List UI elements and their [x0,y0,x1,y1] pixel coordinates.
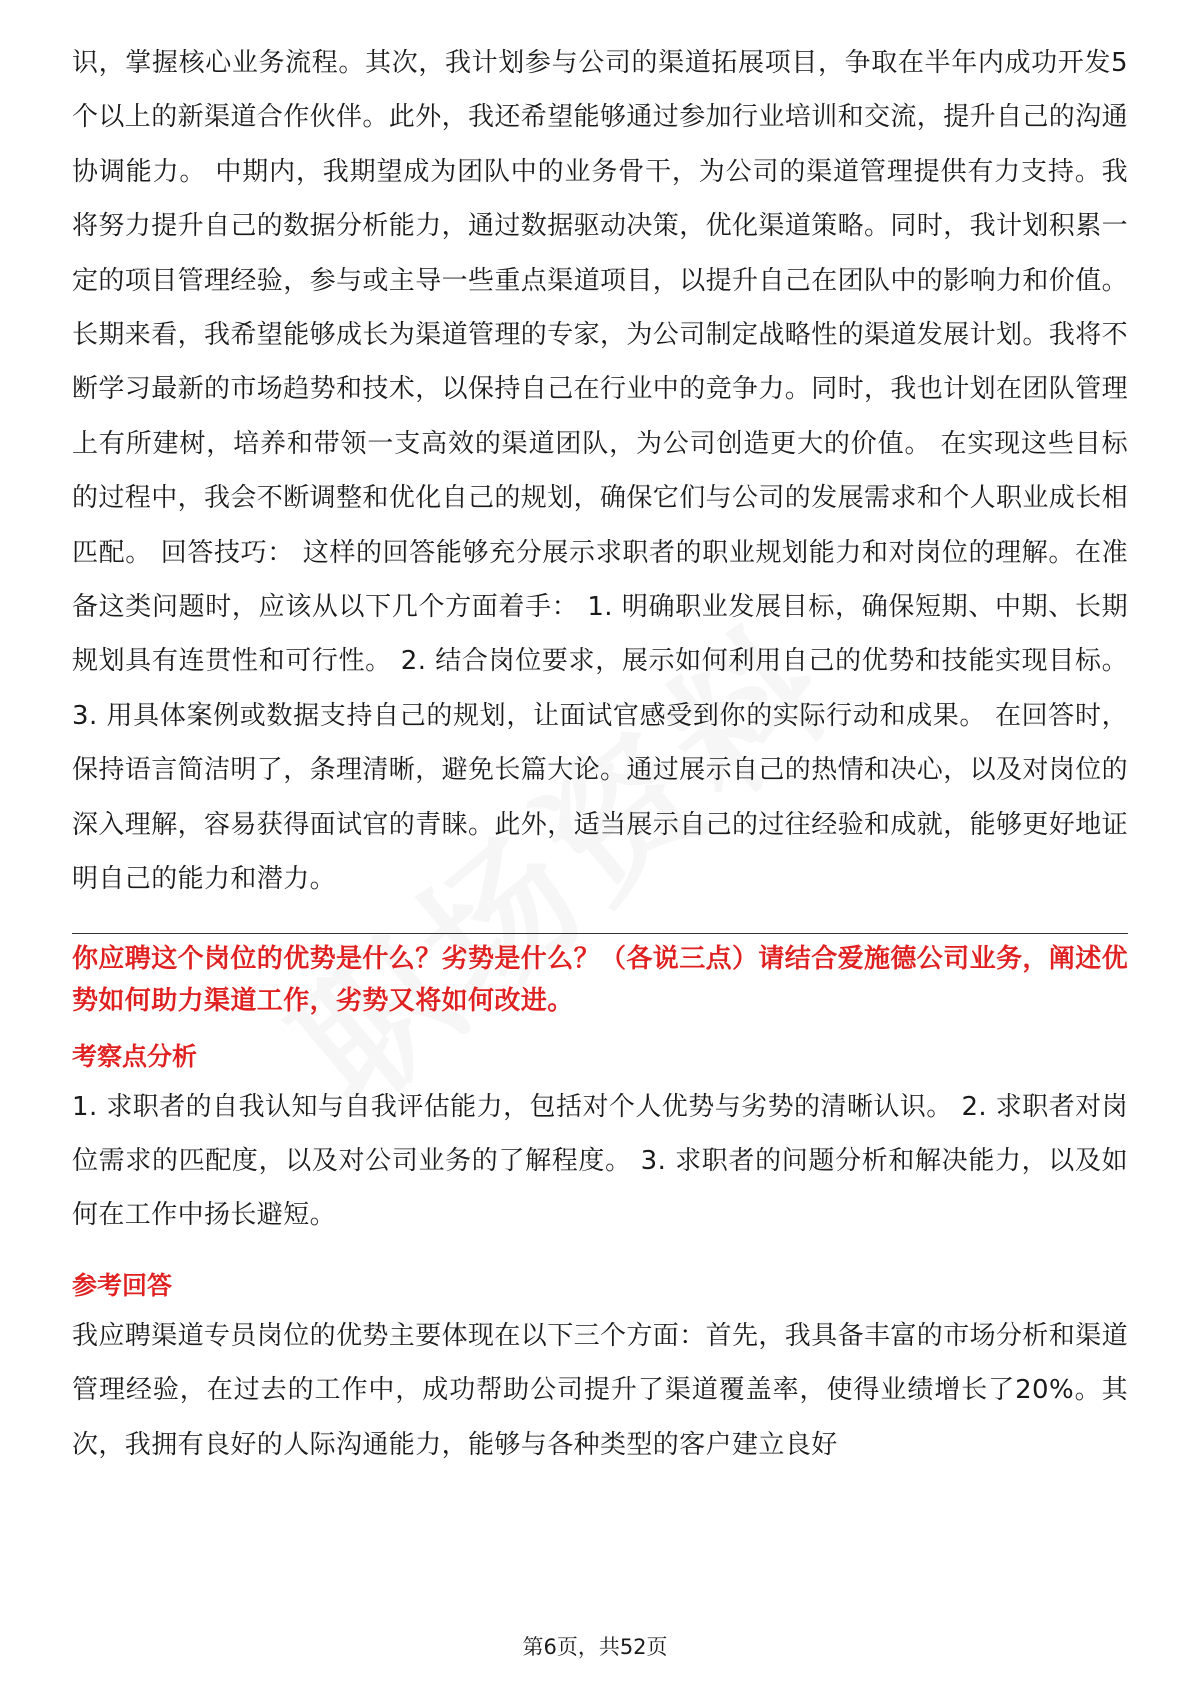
reference-paragraph: 我应聘渠道专员岗位的优势主要体现在以下三个方面：首先，我具备丰富的市场分析和渠道管理经验，在过去的工作中，成功帮助公司提升了渠道覆盖率，使得业绩增长了20%。其次，我拥有良好的人际沟通能力，能够与各种类型的客户建立良好 [72,1320,1129,1460]
reference-heading: 参考回答 [72,1270,173,1300]
analysis-heading: 考察点分析 [72,1041,198,1071]
body-paragraph: 识，掌握核心业务流程。其次，我计划参与公司的渠道拓展项目，争取在半年内成功开发5个以上的新渠道合作伙伴。此外，我还希望能够通过参加行业培训和交流，提升自己的沟通协调能力。 中期内，我期望成为团队中的业务骨干，为公司的渠道管理提供有力支持。我将努力提升自己的数据分析能力，通过数据驱动决策，优化渠道策略。同时，我计划积累一定的项目管理经验，参与或主导一些重点渠道项目，以提升自己在团队中的影响力和价值。 长期来看，我希望能够成长为渠道管理的专家，为公司制定战略性的渠道发展计划。我将不断学习最新的市场趋势和技术，以保持自己在行业中的竞争力。同时，我也计划在团队管理上有所建树，培养和带领一支高效的渠道团队，为公司创造更大的价值。 在实现这些目标的过程中，我会不断调整和优化自己的规划，确保它们与公司的发展需求和个人职业成长相匹配。 回答技巧： 这样的回答能够充分展示求职者的职业规划能力和对岗位的理解。在准备这类问题时，应该从以下几个方面着手： 1. 明确职业发展目标，确保短期、中期、长期规划具有连贯性和可行性。 2. 结合岗位要求，展示如何利用自己的优势和技能实现目标。 3. 用具体案例或数据支持自己的规划，让面试官感受到你的实际行动和成果。 在回答时，保持语言简洁明了，条理清晰，避免长篇大论。通过展示自己的热情和决心，以及对岗位的深入理解，容易获得面试官的青睐。此外，适当展示自己的过往经验和成就，能够更好地证明自己的能力和潜力。 [72,48,1129,895]
question-title: 你应聘这个岗位的优势是什么？劣势是什么？（各说三点）请结合爱施德公司业务，阐述优势如何助力渠道工作，劣势又将如何改进。 [72,943,1129,1016]
document-page [72,36,1128,1472]
section-divider [72,933,1128,934]
page-number: 第6页，共52页 [522,1635,668,1659]
analysis-paragraph: 1. 求职者的自我认知与自我评估能力，包括对个人优势与劣势的清晰认识。 2. 求职者对岗位需求的匹配度，以及对公司业务的了解程度。 3. 求职者的问题分析和解决能力，以及如何在工作中扬长避短。 [72,1091,1128,1231]
